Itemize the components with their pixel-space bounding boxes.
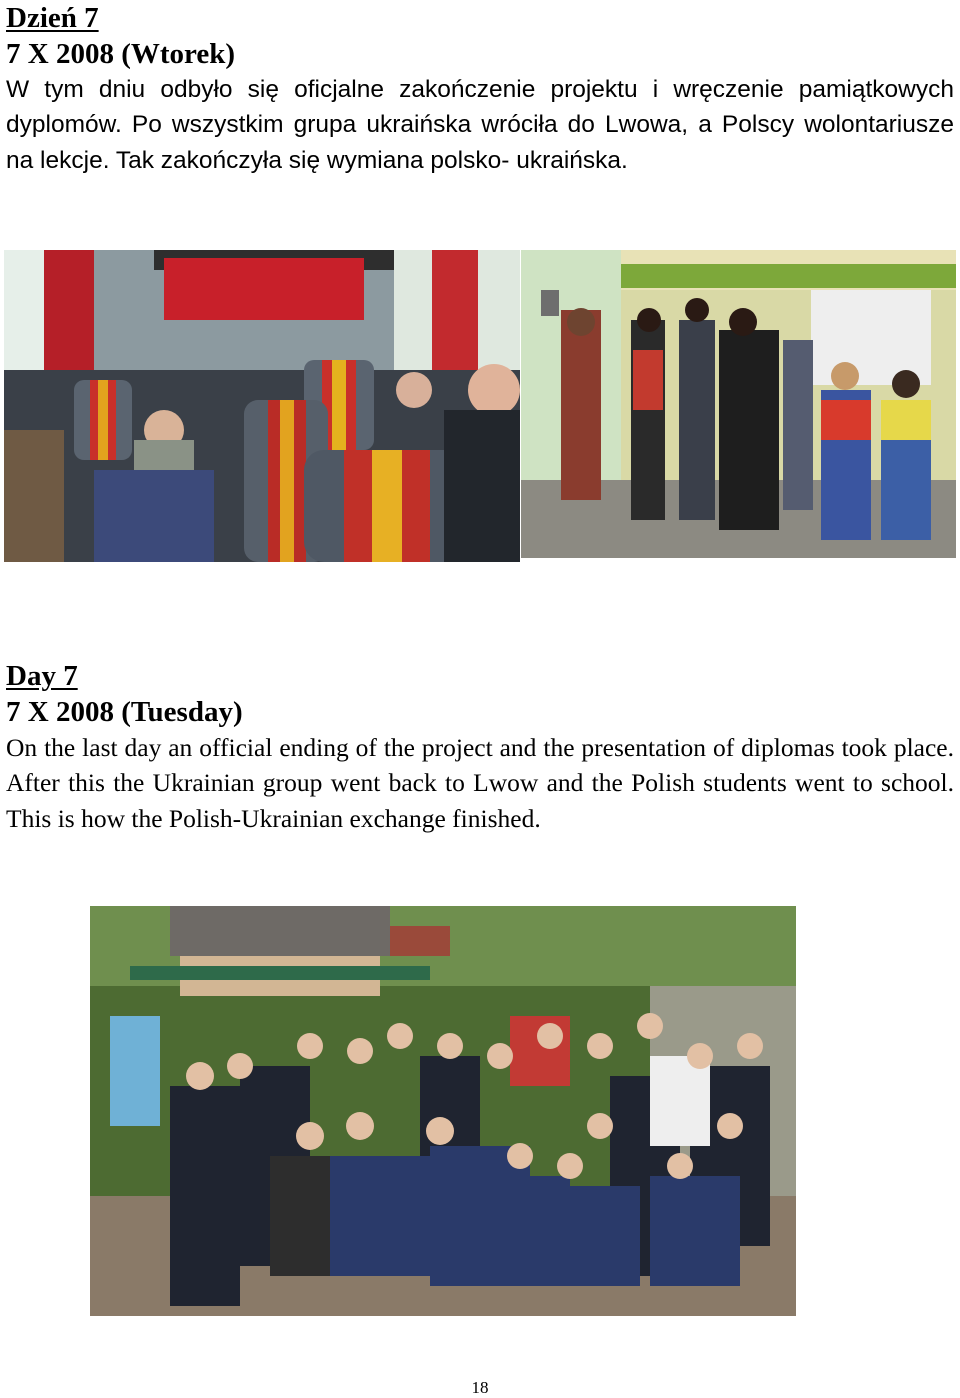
polish-day-heading: Dzień 7 bbox=[6, 2, 99, 34]
polish-date-heading: 7 X 2008 (Wtorek) bbox=[6, 38, 236, 70]
bus-interior-photo bbox=[4, 250, 520, 562]
polish-section bbox=[6, 0, 954, 178]
english-date-heading: 7 X 2008 (Tuesday) bbox=[6, 696, 243, 728]
page-number: 18 bbox=[471, 1378, 489, 1397]
group-photo bbox=[90, 906, 796, 1316]
diploma-ceremony-photo bbox=[521, 250, 956, 558]
english-day-heading: Day 7 bbox=[6, 660, 78, 692]
polish-paragraph: W tym dniu odbyło się oficjalne zakończenie projektu i wręczenie pamiątkowych dyplomów. Po wszystkim grupa ukraińska wróciła do Lwowa, a Polscy wolontariusze na lekcje. Tak zakończyła się wymiana polsko- ukraińska. bbox=[6, 76, 954, 174]
english-paragraph: On the last day an official ending of the project and the presentation of diplomas took place. After this the Ukrainian group went back to Lwow and the Polish students went to school. This is how the Polish-Ukrainian exchange finished. bbox=[6, 733, 954, 833]
english-section bbox=[6, 658, 954, 836]
